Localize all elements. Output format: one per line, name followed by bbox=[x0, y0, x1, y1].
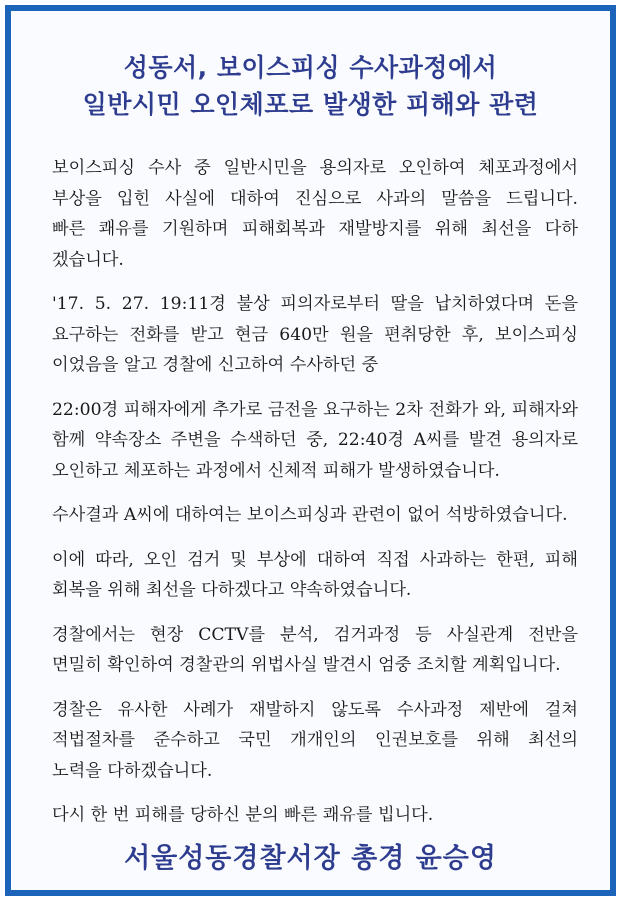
title-line-2: 일반시민 오인체포로 발생한 피해와 관련 bbox=[82, 90, 539, 119]
text-line: 수사결과 A씨에 대하여는 보이스피싱과 관련이 없어 석방하였습니다. bbox=[52, 505, 568, 525]
text-line: 보이스피싱 수사 중 일반시민을 용의자로 오인하여 체포과정에서 bbox=[52, 158, 578, 178]
text-line: 겠습니다. bbox=[52, 249, 124, 270]
text-line: 요구하는 전화를 받고 현금 640만 원을 편취당한 후, 보이스피싱 bbox=[52, 324, 578, 345]
paragraph-prevention bbox=[43, 695, 578, 787]
text-line: '17. 5. 27. 19:11경 불상 피의자로부터 딸을 납치하였다며 돈을 bbox=[52, 294, 578, 314]
text-line: 다시 한 번 피해를 당하신 분의 빠른 쾌유를 빕니다. bbox=[52, 805, 434, 825]
paragraph-closing bbox=[43, 800, 578, 831]
text-line: 경찰에서는 현장 CCTV를 분석, 검거과정 등 사실관계 전반을 bbox=[52, 624, 578, 645]
text-line: 적법절차를 준수하고 국민 개개인의 인권보호를 위해 최선의 bbox=[52, 730, 578, 750]
notice-title bbox=[11, 49, 610, 123]
text-line: 함께 약속장소 주변을 수색하던 중, 22:40경 A씨를 발견 용의자로 bbox=[52, 430, 578, 450]
text-line: 경찰은 유사한 사례가 재발하지 않도록 수사과정 제반에 걸쳐 bbox=[52, 699, 578, 720]
text-line: 면밀히 확인하여 경찰관의 위법사실 발견시 엄중 조치할 계획입니다. bbox=[52, 655, 561, 675]
text-line: 이에 따라, 오인 검거 및 부상에 대하여 직접 사과하는 한편, 피해 bbox=[52, 549, 578, 570]
paragraph-release bbox=[43, 500, 578, 531]
text-line: 빠른 쾌유를 기원하며 피해회복과 재발방지를 위해 최선을 다하 bbox=[52, 219, 578, 239]
paragraph-promise bbox=[43, 545, 578, 606]
paragraph-apology bbox=[43, 153, 578, 275]
text-line: 노력을 다하겠습니다. bbox=[52, 760, 213, 781]
signature: 서울성동경찰서장 총경 윤승영 bbox=[124, 843, 497, 874]
notice-body bbox=[43, 153, 578, 845]
text-line: 이었음을 알고 경찰에 신고하여 수사하던 중 bbox=[52, 355, 379, 375]
title-line-1: 성동서, 보이스피싱 수사과정에서 bbox=[123, 53, 498, 82]
paragraph-cctv bbox=[43, 620, 578, 681]
text-line: 회복을 위해 최선을 다하겠다고 약속하였습니다. bbox=[52, 580, 412, 600]
text-line: 오인하고 체포하는 과정에서 신체적 피해가 발생하였습니다. bbox=[52, 460, 500, 481]
paragraph-second-call bbox=[43, 395, 578, 487]
notice-frame bbox=[5, 5, 616, 896]
paragraph-incident bbox=[43, 289, 578, 381]
text-line: 부상을 입힌 사실에 대하여 진심으로 사과의 말씀을 드립니다. bbox=[52, 188, 578, 209]
text-line: 22:00경 피해자에게 추가로 금전을 요구하는 2차 전화가 와, 피해자와 bbox=[52, 399, 578, 420]
